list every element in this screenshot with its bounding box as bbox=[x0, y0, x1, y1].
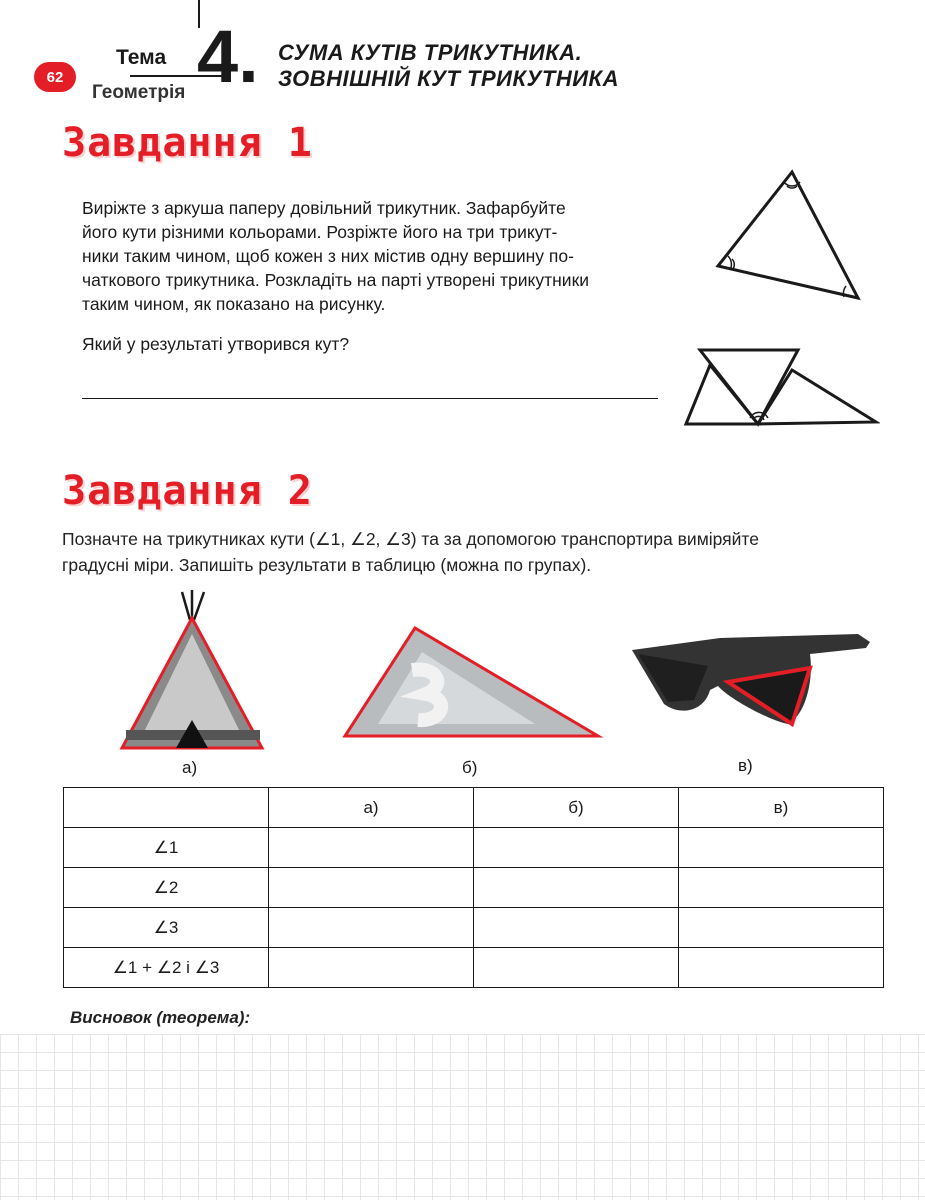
answer-cell[interactable] bbox=[679, 828, 884, 868]
table-header-row bbox=[64, 788, 884, 828]
row-label: ∠1 + ∠2 і ∠3 bbox=[64, 948, 269, 988]
task1-line: Виріжте з аркуша паперу довільний трикутник. Зафарбуйте bbox=[82, 198, 566, 218]
answer-cell[interactable] bbox=[474, 828, 679, 868]
task2-instructions bbox=[62, 526, 892, 578]
row-label: ∠1 bbox=[64, 828, 269, 868]
answer-cell[interactable] bbox=[679, 908, 884, 948]
table-row bbox=[64, 948, 884, 988]
topic-title-line2: ЗОВНІШНІЙ КУТ ТРИКУТНИКА bbox=[278, 66, 619, 91]
table-row bbox=[64, 908, 884, 948]
answer-cell[interactable] bbox=[269, 948, 474, 988]
table-header-cell: а) bbox=[269, 788, 474, 828]
task1-heading: Завдання 1 bbox=[62, 120, 313, 166]
table-header-cell: б) bbox=[474, 788, 679, 828]
set-square-illustration-icon bbox=[340, 622, 605, 742]
task2-line: Позначте на трикутниках кути (∠1, ∠2, ∠3) та за допомогою транспортира виміряйте bbox=[62, 529, 759, 549]
table-header-cell: в) bbox=[679, 788, 884, 828]
answer-cell[interactable] bbox=[679, 868, 884, 908]
topic-label: Тема bbox=[116, 46, 167, 69]
writing-grid[interactable] bbox=[0, 1034, 925, 1200]
task1-line: ники таким чином, щоб кожен з них містив одну вершину по- bbox=[82, 246, 574, 266]
answer-cell[interactable] bbox=[269, 908, 474, 948]
task1-line: таким чином, як показано на рисунку. bbox=[82, 294, 386, 314]
answer-line bbox=[82, 398, 658, 399]
caption-a: а) bbox=[182, 758, 198, 777]
task2-heading: Завдання 2 bbox=[62, 468, 313, 514]
row-label: ∠3 bbox=[64, 908, 269, 948]
row-label: ∠2 bbox=[64, 868, 269, 908]
answer-cell[interactable] bbox=[269, 868, 474, 908]
answer-cell[interactable] bbox=[474, 908, 679, 948]
topic-title bbox=[278, 40, 619, 92]
teepee-illustration-icon bbox=[110, 590, 275, 750]
triangle-figure bbox=[700, 160, 880, 310]
task1-question: Який у результаті утворився кут? bbox=[82, 334, 350, 354]
table-header-cell bbox=[64, 788, 269, 828]
table-row bbox=[64, 828, 884, 868]
page-number-badge: 62 bbox=[34, 62, 76, 92]
answer-cell[interactable] bbox=[474, 948, 679, 988]
task1-line: його кути різними кольорами. Розріжте його на три трикут- bbox=[82, 222, 558, 242]
topic-number: 4. bbox=[197, 15, 259, 98]
table-row bbox=[64, 868, 884, 908]
caption-b: б) bbox=[462, 758, 478, 777]
task1-text bbox=[82, 196, 682, 316]
answer-cell[interactable] bbox=[269, 828, 474, 868]
results-table bbox=[63, 787, 884, 988]
task1-line: чаткового трикутника. Розкладіть на парті утворені трикутники bbox=[82, 270, 589, 290]
task2-line: градусні міри. Запишіть результати в таблицю (можна по групах). bbox=[62, 555, 592, 575]
caption-c: в) bbox=[738, 756, 753, 775]
sunglasses-illustration-icon bbox=[628, 628, 873, 728]
subject-label: Геометрія bbox=[92, 82, 186, 103]
answer-cell[interactable] bbox=[474, 868, 679, 908]
topic-title-line1: СУМА КУТІВ ТРИКУТНИКА. bbox=[278, 40, 583, 65]
rearranged-triangles-figure bbox=[680, 340, 880, 432]
conclusion-label: Висновок (теорема): bbox=[70, 1008, 251, 1027]
answer-cell[interactable] bbox=[679, 948, 884, 988]
